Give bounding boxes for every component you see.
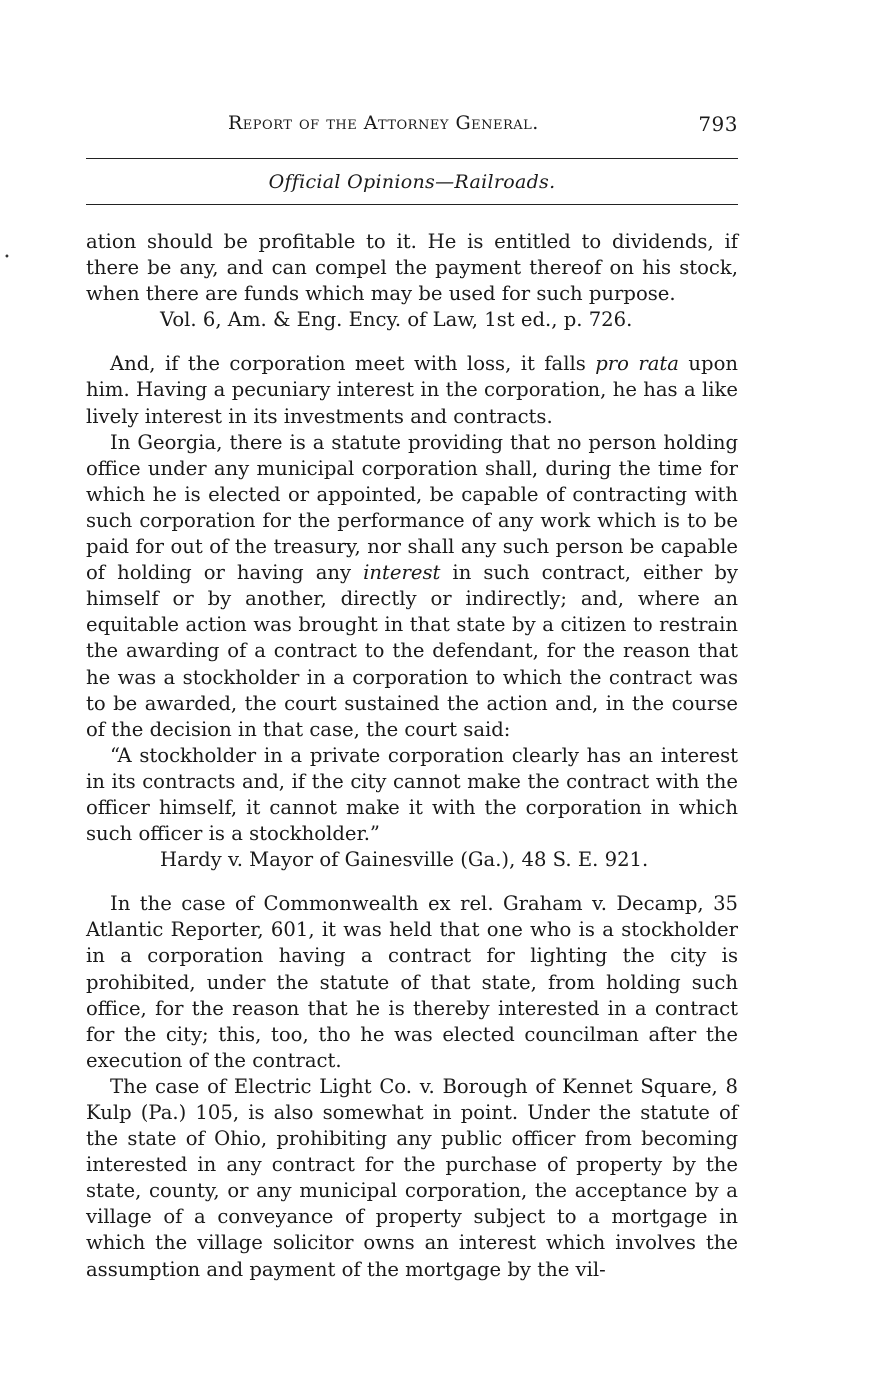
- paragraph-3-italic: interest: [363, 561, 441, 585]
- paragraph-2-text-b: upon him. Having a pecuniary interest in the corporation, he has a like lively interest in its investments and contracts.: [86, 352, 738, 428]
- paragraph-2-text-a: And, if the corporation meet with loss, it falls: [110, 352, 596, 376]
- section-heading: Official Opinions—Railroads.: [268, 171, 556, 193]
- margin-mark: •: [4, 252, 10, 263]
- paragraph-3: [86, 430, 738, 743]
- block-quote: “A stockholder in a private corporation clearly has an interest in its contracts and, if the city cannot make the contract with the officer himself, it cannot make it with the corporation in which such officer is a stockholder.”: [86, 743, 738, 846]
- running-head: [86, 108, 738, 142]
- paragraph-4: In the case of Commonwealth ex rel. Graham v. Decamp, 35 Atlantic Reporter, 601, it was held that one who is a stockholder in a corporation having a contract for lighting the city is prohibited, under the statute of that state, from holding such office, for the reason that he is thereby interested in a contract for the city; this, too, tho he was elected councilman after the execution of the contract.: [86, 892, 738, 1072]
- page-number: 793: [698, 112, 738, 136]
- paragraph-5: The case of Electric Light Co. v. Borough of Kennet Square, 8 Kulp (Pa.) 105, is also somewhat in point. Under the statute of the state of Ohio, prohibiting any public officer from becoming interested in any contract for the purchase of property by the state, county, or any municipal corporation, the acceptance by a village of a conveyance of property subject to a mortgage in which the village solicitor owns an interest which involves the assumption and payment of the mortgage by the vil-: [86, 1074, 738, 1281]
- citation-2: Hardy v. Mayor of Gainesville (Ga.), 48 S. E. 921.: [160, 848, 649, 872]
- paragraph-2: [86, 351, 738, 429]
- header-rule-bottom: [86, 204, 738, 205]
- paragraph-3-text-a: In Georgia, there is a statute providing that no person holding office under any municipal corporation shall, during the time for which he is elected or appointed, be capable of contracting with such corporation for the performance of any work which is to be paid for out of the treasury, nor shall any such person be capable of holding or having any: [86, 430, 738, 585]
- citation-1: Vol. 6, Am. & Eng. Ency. of Law, 1st ed., p. 726.: [160, 308, 633, 332]
- page: [86, 108, 738, 1283]
- body-text: [86, 229, 738, 1283]
- paragraph-3-text-b: in such contract, either by himself or by another, directly or indirectly; and, where an equitable action was brought in that state by a citizen to restrain the awarding of a contract to the defendant, for the reason that he was a stockholder in a corporation to which the contract was to be awarded, the court sustained the action and, in the course of the decision in that case, the court said:: [86, 561, 738, 741]
- running-head-title: Report of the Attorney General.: [228, 112, 539, 134]
- paragraph-1: ation should be profitable to it. He is entitled to dividends, if there be any, and can compel the payment thereof on his stock, when there are funds which may be used for such purpose.: [86, 230, 738, 306]
- paragraph-2-italic: pro rata: [595, 352, 679, 376]
